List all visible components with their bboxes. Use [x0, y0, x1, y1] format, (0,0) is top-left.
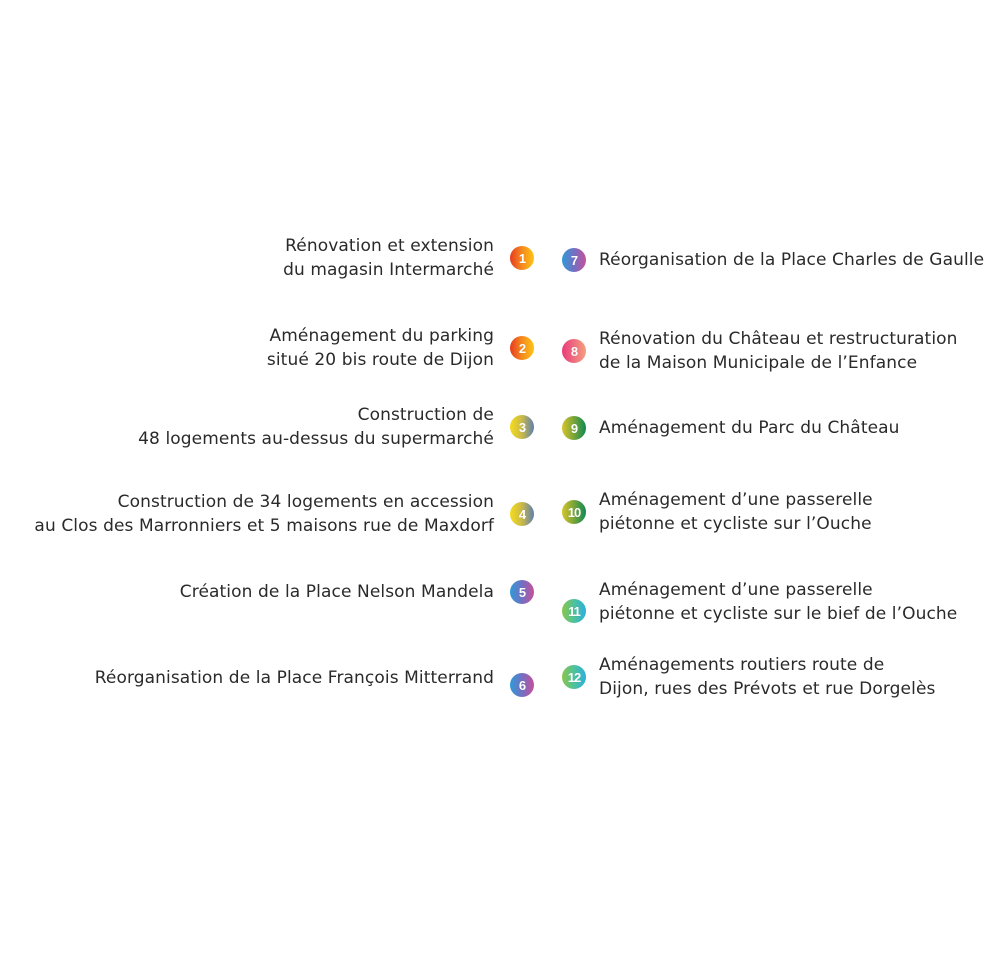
legend-item-6 — [95, 659, 534, 697]
legend-label-2: Aménagement du parking situé 20 bis route de Dijon — [266, 326, 494, 370]
legend-label-8: Rénovation du Château et restructuration de la Maison Municipale de l’Enfance — [599, 329, 958, 373]
legend-label-3: Construction de 48 logements au-dessus du supermarché — [138, 405, 494, 449]
number-badge-7: 7 — [562, 248, 586, 272]
number-badge-3: 3 — [510, 415, 534, 439]
number-badge-2: 2 — [510, 336, 534, 360]
legend-item-10 — [562, 488, 873, 536]
legend-item-9 — [562, 416, 900, 440]
legend-item-5 — [180, 580, 534, 604]
legend-item-3 — [138, 403, 534, 451]
number-badge-6: 6 — [510, 673, 534, 697]
legend-label-1: Rénovation et extension du magasin Intermarché — [283, 236, 494, 280]
number-badge-10: 10 — [562, 500, 586, 524]
number-badge-1: 1 — [510, 246, 534, 270]
legend-item-11 — [562, 578, 957, 626]
number-badge-4: 4 — [510, 502, 534, 526]
legend-item-4 — [34, 490, 534, 538]
legend-item-1 — [283, 234, 534, 282]
number-badge-12: 12 — [562, 665, 586, 689]
legend-label-4: Construction de 34 logements en accession au Clos des Marronniers et 5 maisons rue de Maxdorf — [34, 492, 494, 536]
legend-label-7: Réorganisation de la Place Charles de Gaulle — [599, 250, 985, 270]
number-badge-5: 5 — [510, 580, 534, 604]
legend-item-2 — [267, 324, 534, 372]
legend-item-7 — [562, 248, 984, 272]
legend-label-10: Aménagement d’une passerelle piétonne et cycliste sur l’Ouche — [599, 490, 873, 534]
number-badge-8: 8 — [562, 339, 586, 363]
legend-label-6: Réorganisation de la Place François Mitterrand — [94, 668, 494, 688]
legend-label-9: Aménagement du Parc du Château — [599, 418, 900, 438]
legend-item-8 — [562, 327, 958, 375]
legend-label-5: Création de la Place Nelson Mandela — [179, 582, 494, 602]
number-badge-9: 9 — [562, 416, 586, 440]
number-badge-11: 11 — [562, 599, 586, 623]
legend-label-11: Aménagement d’une passerelle piétonne et cycliste sur le bief de l’Ouche — [599, 580, 958, 624]
legend-item-12 — [562, 653, 935, 701]
legend-label-12: Aménagements routiers route de Dijon, rues des Prévots et rue Dorgelès — [599, 655, 936, 699]
